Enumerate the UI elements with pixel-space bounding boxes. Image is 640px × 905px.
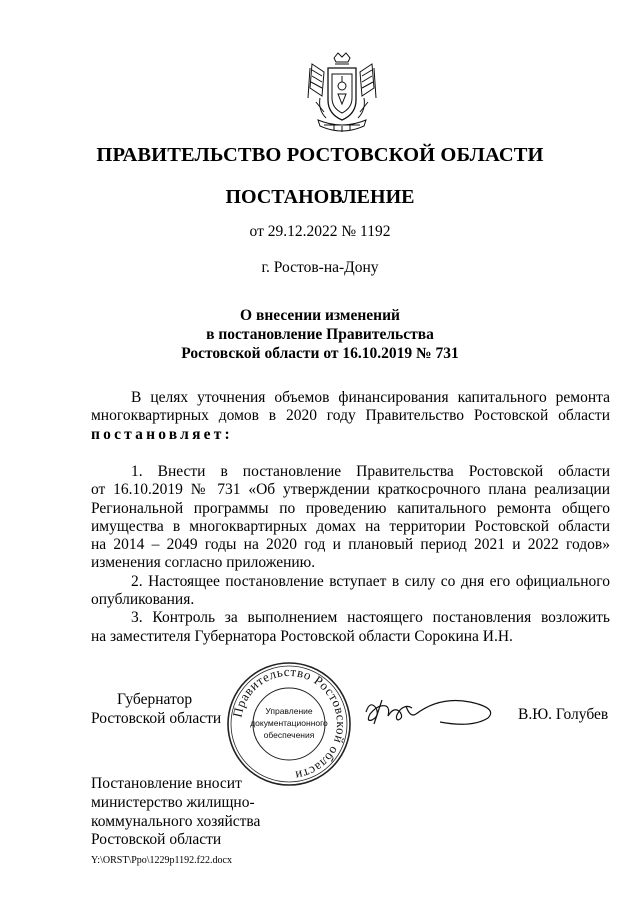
- note-line: Постановление вносит: [91, 775, 242, 792]
- item-3-line: на заместителя Губернатора Ростовской области Сорокина И.Н.: [91, 627, 513, 645]
- note-line: Ростовской области: [91, 831, 222, 849]
- preamble-line: В целях уточнения объемов финансирования капитального ремонта: [131, 389, 610, 406]
- submitted-by-note: [91, 775, 260, 850]
- decree-items: [91, 463, 610, 646]
- document-city: г. Ростов-на-Дону: [261, 259, 379, 276]
- item-1-line: изменения согласно приложению.: [91, 554, 316, 572]
- government-title: ПРАВИТЕЛЬСТВО РОСТОВСКОЙ ОБЛАСТИ: [96, 144, 544, 166]
- item-1-line: 1. Внести в постановление Правительства Ростовской области: [131, 463, 610, 480]
- document-date-number: от 29.12.2022 № 1192: [249, 223, 391, 240]
- signer-name: В.Ю. Голубев: [518, 706, 609, 723]
- note-line: коммунального хозяйства: [91, 812, 261, 830]
- preamble-paragraph: [91, 389, 610, 444]
- item-2-line: опубликования.: [91, 591, 195, 609]
- file-path: Y:\ORST\Ppo\1229p1192.f22.docx: [91, 855, 232, 866]
- subject-line: в постановление Правительства: [206, 326, 434, 343]
- preamble-line: многоквартирных домов в 2020 году Правительство Ростовской области: [91, 407, 610, 425]
- handwritten-signature: [360, 692, 500, 732]
- stamp-inner-line: документационного: [250, 718, 328, 728]
- subject-line: О внесении изменений: [240, 307, 400, 324]
- item-1-line: имущества в многоквартирных домах на территории Ростовской области: [91, 517, 610, 535]
- note-line: министерство жилищно-: [91, 793, 255, 811]
- item-2-line: 2. Настоящее постановление вступает в силу со дня его официального: [131, 572, 610, 590]
- role-line: Ростовской области: [91, 710, 222, 727]
- stamp-inner-line: Управление: [265, 706, 313, 716]
- official-stamp: [225, 660, 353, 788]
- coat-of-arms-icon: [304, 52, 380, 136]
- decree-word: постановляет:: [91, 425, 233, 443]
- item-1-line: на 2014 – 2049 годы на 2020 год и плановый период 2021 и 2022 годов»: [91, 536, 610, 554]
- item-3-line: 3. Контроль за выполнением настоящего постановления возложить: [131, 609, 610, 627]
- item-1-line: Региональной программы по проведению капитального ремонта общего: [91, 499, 610, 517]
- stamp-ring-text: Правительство Ростовской области: [229, 663, 350, 784]
- stamp-inner-line: обеспечения: [263, 730, 315, 740]
- subject-line: Ростовской области от 16.10.2019 № 731: [181, 345, 459, 362]
- signatory-role: [91, 690, 221, 728]
- document-subject: [0, 306, 640, 363]
- role-line: Губернатор: [117, 691, 193, 708]
- item-1-line: от 16.10.2019 № 731 «Об утверждении краткосрочного плана реализации: [91, 481, 610, 499]
- document-type-title: ПОСТАНОВЛЕНИЕ: [225, 186, 415, 208]
